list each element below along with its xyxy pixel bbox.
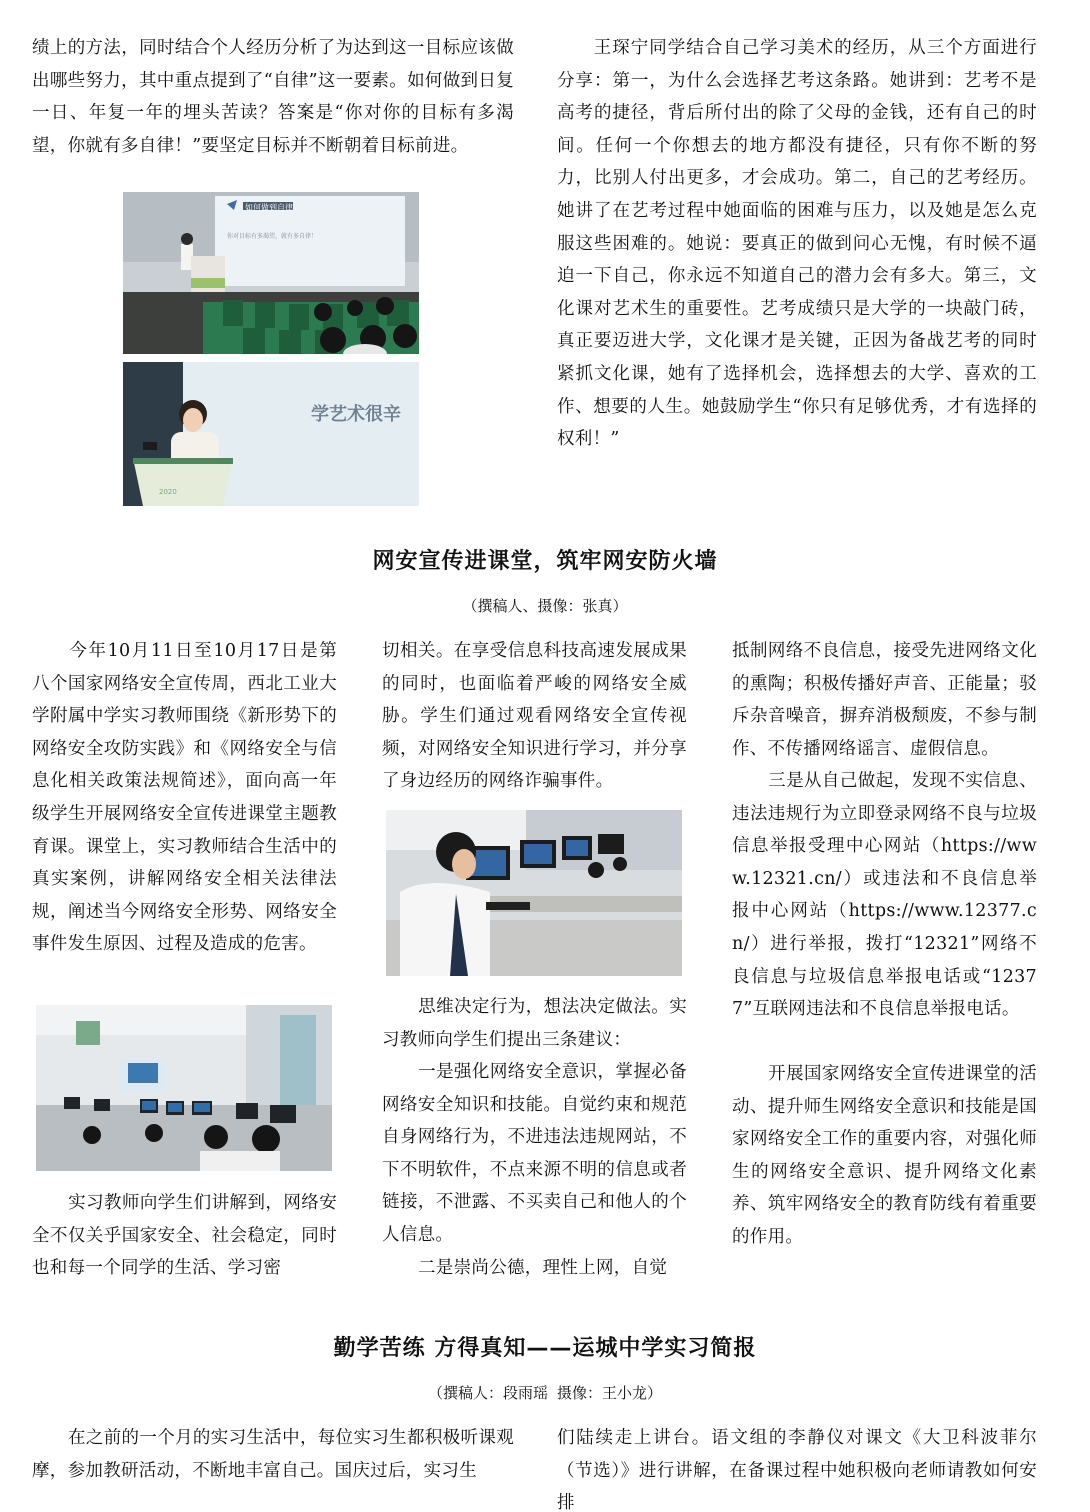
article2-col3-paragraph3: 开展国家网络安全宣传进课堂的活动、提升师生网络安全意识和技能是国家网络安全工作的重要内容，对强化师生的网络安全意识、提升网络文化素养、筑牢网络安全的教育防线有着重要的作用。 [732,1064,1037,1247]
article3-byline: （撰稿人：段雨瑶 摄像：王小龙） [427,1384,663,1402]
article2-byline: （撰稿人、摄像：张真） [462,597,628,615]
article2-col1-paragraph2: 实习教师向学生们讲解到，网络安全不仅关乎国家安全、社会稳定，同时也和每一个同学的生活、学习密 [32,1193,337,1279]
podium-year-text: 2020 [159,488,177,496]
article3-left-paragraph: 在之前的一个月的实习生活中，每位实习生都积极听课观摩，参加教研活动，不断地丰富自己。国庆过后，实习生 [32,1428,514,1481]
article2-col2-paragraph3: 一是强化网络安全意识，掌握必备网络安全知识和技能。自觉约束和规范自身网络行为，不进违法违规网站，不下不明软件，不点来源不明的信息或者链接，不泄露、不买卖自己和他人的个人信息。 [382,1062,687,1245]
article3-title: 勤学苦练 方得真知——运城中学实习简报 [333,1336,757,1361]
article2-title: 网安宣传进课堂，筑牢网安防火墙 [372,549,718,574]
article2-col2-paragraph4: 二是崇尚公德，理性上网，自觉 [418,1258,668,1278]
classroom-photo [36,1005,332,1171]
article2-col2-paragraph1: 切相关。在享受信息科技高速发展成果的同时，也面临着严峻的网络安全威胁。学生们通过观看网络安全宣传视频，对网络安全知识进行学习，并分享了身边经历的网络诈骗事件。 [382,641,687,792]
speaker-closeup-photo [123,362,419,506]
article1-left-paragraph: 绩上的方法，同时结合个人经历分析了为达到这一目标应该做出哪些努力，其中重点提到了“自律”这一要素。如何做到日复一日、年复一年的埋头苦读？答案是“你对你的目标有多渴望，你就有多自律！”要坚定目标并不断朝着目标前进。 [32,38,514,156]
article3-right-paragraph: 们陆续走上讲台。语文组的李静仪对课文《大卫科波菲尔（节选）》进行讲解，在备课过程中她积极向老师请教如何安排 [557,1428,1037,1512]
slide-subtitle-text: 你对目标有多渴望，就有多自律！ [227,233,318,240]
lecture-hall-photo [123,192,419,354]
slide-text: 学艺术很辛 [311,404,401,425]
article1-right-paragraph: 王琛宁同学结合自己学习美术的经历，从三个方面进行分享：第一，为什么会选择艺考这条路。她讲到：艺考不是高考的捷径，背后所付出的除了父母的金钱，还有自己的时间。任何一个你想去的地方都没有捷径，只有你不断的努力，比别人付出更多，才会成功。第二，自己的艺考经历。她讲了在艺考过程中她面临的困难与压力，以及她是怎么克服这些困难的。她说：要真正的做到问心无愧，有时候不逼迫一下自己，你永远不知道自己的潜力会有多大。第三，文化课对艺术生的重要性。艺考成绩只是大学的一块敲门砖，真正要迈进大学，文化课才是关键，正因为备战艺考的同时紧抓文化课，她有了选择机会，选择想去的大学、喜欢的工作、想要的人生。她鼓励学生“你只有足够优秀，才有选择的权利！” [557,38,1037,450]
article2-col2-paragraph2: 思维决定行为，想法决定做法。实习教师向学生们提出三条建议： [382,997,687,1050]
article2-col3-paragraph1: 抵制网络不良信息，接受先进网络文化的熏陶；积极传播好声音、正能量；驳斥杂音噪音，摒弃消极颓废，不参与制作、不传播网络谣言、虚假信息。 [732,641,1037,759]
slide-title-text: 如何做到自律 [245,203,293,212]
article2-col1-paragraph1: 今年10月11日至10月17日是第八个国家网络安全宣传周，西北工业大学附属中学实习教师围绕《新形势下的网络安全攻防实践》和《网络安全与信息化相关政策法规简述》，面向高一年级学生开展网络安全宣传进课堂主题教育课。课堂上，实习教师结合生活中的真实案例，讲解网络安全相关法律法规，阐述当今网络安全形势、网络安全事件发生原因、过程及造成的危害。 [32,641,337,955]
article2-col3-paragraph2: 三是从自己做起，发现不实信息、违法违规行为立即登录网络不良与垃圾信息举报受理中心网站（https://www.12321.cn/）或违法和不良信息举报中心网站（https://www.12377.cn/）进行举报，拨打“12321”网络不良信息与垃圾信息举报电话或“12377”互联网违法和不良信息举报电话。 [732,771,1037,1020]
computer-lab-photo [386,810,682,976]
